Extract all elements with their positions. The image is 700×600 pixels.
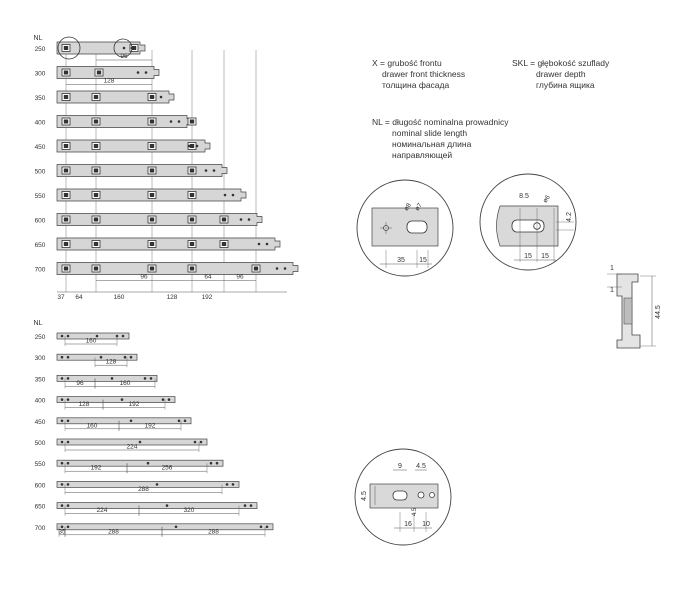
top-mount-hole-core — [94, 120, 98, 124]
top-bottom-dim-label: 160 — [113, 294, 125, 301]
bottom-nl-header: NL — [33, 320, 43, 327]
top-bottom-dim-label: 192 — [201, 294, 213, 301]
bottom-dim-label: 288 — [138, 485, 149, 493]
top-end-dot — [145, 71, 148, 74]
profile-dim-1-mid: 1 — [610, 287, 614, 294]
legend-x-line-2: drawer front thickness — [382, 69, 466, 79]
detail-2-dim-4-2: 4.2 — [566, 212, 573, 222]
top-end-dot — [123, 47, 126, 50]
bottom-hole-dot — [61, 377, 64, 380]
bottom-hole-dot — [61, 441, 64, 444]
bottom-hole-dot — [168, 398, 171, 401]
top-end-dot — [276, 267, 279, 270]
bottom-hole-dot — [67, 504, 70, 507]
bottom-hole-dot — [156, 483, 159, 486]
detail-3-dim-16: 16 — [404, 521, 412, 528]
top-nl-label: 250 — [34, 46, 46, 53]
top-end-dot — [178, 120, 181, 123]
detail-1-dia-8: ø8 — [402, 202, 413, 213]
bottom-hole-dot — [111, 377, 114, 380]
bottom-slide-rail — [57, 460, 223, 466]
detail-3-dim-9: 9 — [398, 463, 402, 470]
bottom-nl-label: 400 — [34, 397, 46, 405]
top-dim-label: 64 — [204, 273, 212, 281]
top-mount-hole-core — [64, 120, 68, 124]
legend-skl-line-1: SKL = głębokość szuflady — [512, 58, 610, 68]
top-slide-rail — [57, 91, 174, 103]
bottom-dim-label: 160 — [119, 379, 131, 387]
bottom-hole-dot — [226, 483, 229, 486]
detail-drawings — [355, 174, 662, 545]
top-mount-hole-core — [150, 267, 154, 271]
top-nl-label: 450 — [34, 144, 46, 151]
top-end-dot — [284, 267, 287, 270]
top-mount-hole-core — [94, 267, 98, 271]
top-mount-hole-core — [94, 169, 98, 173]
top-mount-hole-core — [222, 242, 226, 246]
top-end-dot — [248, 218, 251, 221]
bottom-dim-label: 192 — [144, 422, 156, 430]
bottom-hole-dot — [175, 526, 178, 529]
top-mount-hole-core — [190, 267, 194, 271]
bottom-hole-dot — [67, 377, 70, 380]
bottom-dim-label: 35 — [58, 528, 66, 536]
bottom-hole-dot — [100, 356, 103, 359]
bottom-hole-dot — [61, 462, 64, 465]
detail-3-dim-4-5: 4.5 — [416, 463, 426, 470]
bottom-dim-label: 192 — [128, 401, 140, 409]
top-end-dot — [232, 194, 235, 197]
bottom-dim-label: 224 — [96, 507, 108, 515]
bottom-hole-dot — [61, 504, 64, 507]
bottom-slide-rail — [57, 524, 273, 530]
bottom-hole-dot — [184, 420, 187, 423]
bottom-nl-label: 500 — [34, 440, 46, 447]
top-nl-header: NL — [33, 35, 43, 42]
legend-x-line-3: толщина фасада — [382, 80, 450, 90]
top-mount-hole-core — [150, 120, 154, 124]
top-end-dot — [152, 96, 155, 99]
top-slide-rail — [57, 214, 262, 226]
top-dim-label: 96 — [120, 53, 128, 60]
legend-skl — [512, 58, 609, 91]
bottom-hole-dot — [210, 462, 213, 465]
bottom-slide-chart — [34, 320, 273, 537]
top-bottom-dim-label: 37 — [57, 294, 65, 301]
top-nl-label: 300 — [34, 70, 46, 78]
top-mount-hole-core — [150, 218, 154, 222]
bottom-hole-dot — [162, 398, 165, 401]
top-mount-hole-core — [150, 193, 154, 197]
bottom-slide-rail — [57, 397, 175, 403]
bottom-dim-label: 160 — [85, 337, 97, 345]
top-nl-label: 700 — [34, 266, 46, 274]
top-mount-hole-core — [94, 193, 98, 197]
top-mount-hole-core — [190, 120, 194, 124]
detail-3-dim-4-5-small: 4.5 — [412, 507, 418, 517]
legend-x — [372, 58, 465, 91]
bottom-hole-dot — [67, 441, 70, 444]
bottom-nl-label: 700 — [34, 524, 46, 532]
detail-2-dim-8-5: 8.5 — [519, 193, 529, 200]
bottom-dim-label: 128 — [78, 401, 90, 409]
detail-1-dim-35: 35 — [397, 257, 405, 264]
bottom-nl-label: 250 — [34, 334, 46, 341]
bottom-hole-dot — [139, 441, 142, 444]
top-mount-hole-core — [64, 71, 68, 75]
top-nl-label: 350 — [34, 95, 46, 102]
top-end-dot — [213, 169, 216, 172]
detail-1-rail — [372, 208, 438, 246]
top-nl-label: 400 — [34, 119, 46, 127]
detail-2-dia-6: ø6 — [541, 194, 552, 205]
legend-skl-line-3: глубина ящика — [536, 80, 595, 90]
bottom-nl-label: 450 — [34, 418, 46, 426]
top-slide-rail — [57, 165, 227, 177]
top-mount-hole-core — [64, 193, 68, 197]
bottom-hole-dot — [122, 335, 125, 338]
bottom-hole-dot — [244, 504, 247, 507]
legend-nl-line-2: nominal slide length — [392, 128, 468, 138]
bottom-hole-dot — [61, 483, 64, 486]
detail-2-dim-15b: 15 — [541, 253, 549, 260]
top-mount-hole-core — [150, 169, 154, 173]
top-mount-hole-core — [94, 95, 98, 99]
detail-3-dim-4-5-left: 4.5 — [361, 491, 368, 501]
bottom-hole-dot — [67, 483, 70, 486]
top-mount-hole-core — [94, 144, 98, 148]
top-mount-hole-core — [97, 71, 101, 75]
detail-2-dim-15a: 15 — [524, 253, 532, 260]
bottom-hole-dot — [200, 441, 203, 444]
top-dim-label: 96 — [236, 273, 244, 281]
bottom-hole-dot — [266, 526, 269, 529]
top-slide-rail — [57, 140, 210, 152]
top-mount-hole-core — [64, 242, 68, 246]
bottom-hole-dot — [61, 356, 64, 359]
bottom-hole-dot — [61, 398, 64, 401]
bottom-dim-label: 224 — [126, 443, 138, 451]
bottom-nl-label: 300 — [34, 355, 46, 363]
bottom-hole-dot — [250, 504, 253, 507]
top-end-dot — [188, 145, 191, 148]
bottom-nl-label: 600 — [34, 482, 46, 490]
top-nl-label: 500 — [34, 168, 46, 176]
bottom-dim-label: 288 — [108, 528, 119, 536]
legend-nl-line-3: номинальная длина — [392, 139, 472, 149]
bottom-hole-dot — [67, 398, 70, 401]
legend-x-line-1: X = grubość frontu — [372, 58, 442, 68]
top-mount-hole-core — [64, 218, 68, 222]
bottom-slide-rail — [57, 418, 191, 424]
bottom-hole-dot — [150, 377, 153, 380]
top-mount-hole-core — [150, 144, 154, 148]
top-mount-hole-core — [190, 144, 194, 148]
bottom-hole-dot — [61, 420, 64, 423]
top-end-dot — [205, 169, 208, 172]
top-mount-hole-core — [254, 267, 258, 271]
top-mount-hole-core — [94, 242, 98, 246]
top-mount-hole-core — [190, 242, 194, 246]
legend-nl — [372, 117, 508, 161]
bottom-dim-label: 320 — [183, 507, 195, 515]
top-mount-hole-core — [64, 169, 68, 173]
detail-3-hole-small — [430, 493, 435, 498]
top-nl-label: 650 — [34, 242, 46, 249]
top-end-dot — [196, 145, 199, 148]
top-mount-hole-core — [222, 218, 226, 222]
bottom-hole-dot — [232, 483, 235, 486]
top-nl-label: 550 — [34, 193, 46, 200]
top-slide-rail — [57, 238, 280, 250]
top-end-dot — [266, 243, 269, 246]
bottom-hole-dot — [144, 377, 147, 380]
legend-nl-line-4: направляющей — [392, 150, 453, 160]
bottom-dim-label: 192 — [90, 464, 102, 472]
bottom-hole-dot — [121, 398, 124, 401]
top-end-dot — [258, 243, 261, 246]
top-end-dot — [137, 71, 140, 74]
bottom-hole-dot — [130, 420, 133, 423]
bottom-slide-rail — [57, 375, 157, 381]
bottom-hole-dot — [194, 441, 197, 444]
bottom-dim-label: 256 — [161, 464, 173, 472]
bottom-nl-label: 650 — [34, 503, 46, 511]
top-end-dot — [170, 120, 173, 123]
top-mount-hole-core — [190, 218, 194, 222]
top-end-dot — [160, 96, 163, 99]
bottom-hole-dot — [67, 420, 70, 423]
bottom-dim-label: 128 — [105, 358, 117, 366]
top-bottom-dim-label: 64 — [75, 294, 83, 301]
bottom-hole-dot — [260, 526, 263, 529]
bottom-slide-rail — [57, 503, 257, 509]
bottom-dim-label: 160 — [86, 422, 98, 430]
profile-dim-1-top: 1 — [610, 265, 614, 272]
top-dim-label: 128 — [103, 77, 115, 85]
bottom-hole-dot — [124, 356, 127, 359]
bottom-dim-label: 96 — [76, 379, 84, 387]
bottom-hole-dot — [67, 462, 70, 465]
detail-1-dim-15: 15 — [419, 257, 427, 264]
top-bottom-dim-label: 128 — [166, 294, 178, 301]
top-mount-hole-core — [190, 193, 194, 197]
top-dim-label: 96 — [140, 273, 148, 281]
detail-1-dia-7: ø7 — [413, 202, 424, 213]
bottom-hole-dot — [67, 335, 70, 338]
top-slide-chart — [34, 35, 298, 301]
bottom-hole-dot — [130, 356, 133, 359]
top-nl-label: 600 — [34, 217, 46, 225]
top-end-dot — [224, 194, 227, 197]
legend-skl-line-2: drawer depth — [536, 69, 586, 79]
top-mount-hole-core — [64, 95, 68, 99]
bottom-nl-label: 350 — [34, 376, 46, 384]
top-mount-hole-core — [94, 218, 98, 222]
bottom-hole-dot — [216, 462, 219, 465]
detail-1-slot — [407, 221, 427, 233]
top-mount-hole-core — [150, 242, 154, 246]
bottom-dim-label: 288 — [208, 528, 219, 536]
bottom-hole-dot — [147, 462, 150, 465]
top-mount-hole-core — [64, 267, 68, 271]
legend-nl-line-1: NL = długość nominalna prowadnicy — [372, 117, 509, 127]
bottom-nl-label: 550 — [34, 461, 46, 469]
profile-dim-44-5: 44.5 — [655, 305, 662, 319]
bottom-hole-dot — [67, 526, 70, 529]
bottom-hole-dot — [67, 356, 70, 359]
detail-3-hole — [418, 492, 424, 498]
slide-profile-core — [624, 298, 632, 324]
bottom-hole-dot — [61, 335, 64, 338]
top-mount-hole-core — [190, 169, 194, 173]
top-mount-hole-core — [64, 46, 68, 50]
bottom-hole-dot — [166, 504, 169, 507]
top-mount-hole-core — [64, 144, 68, 148]
top-end-dot — [240, 218, 243, 221]
bottom-hole-dot — [178, 420, 181, 423]
detail-3-slot — [393, 491, 407, 500]
detail-3-dim-10: 10 — [422, 521, 430, 528]
